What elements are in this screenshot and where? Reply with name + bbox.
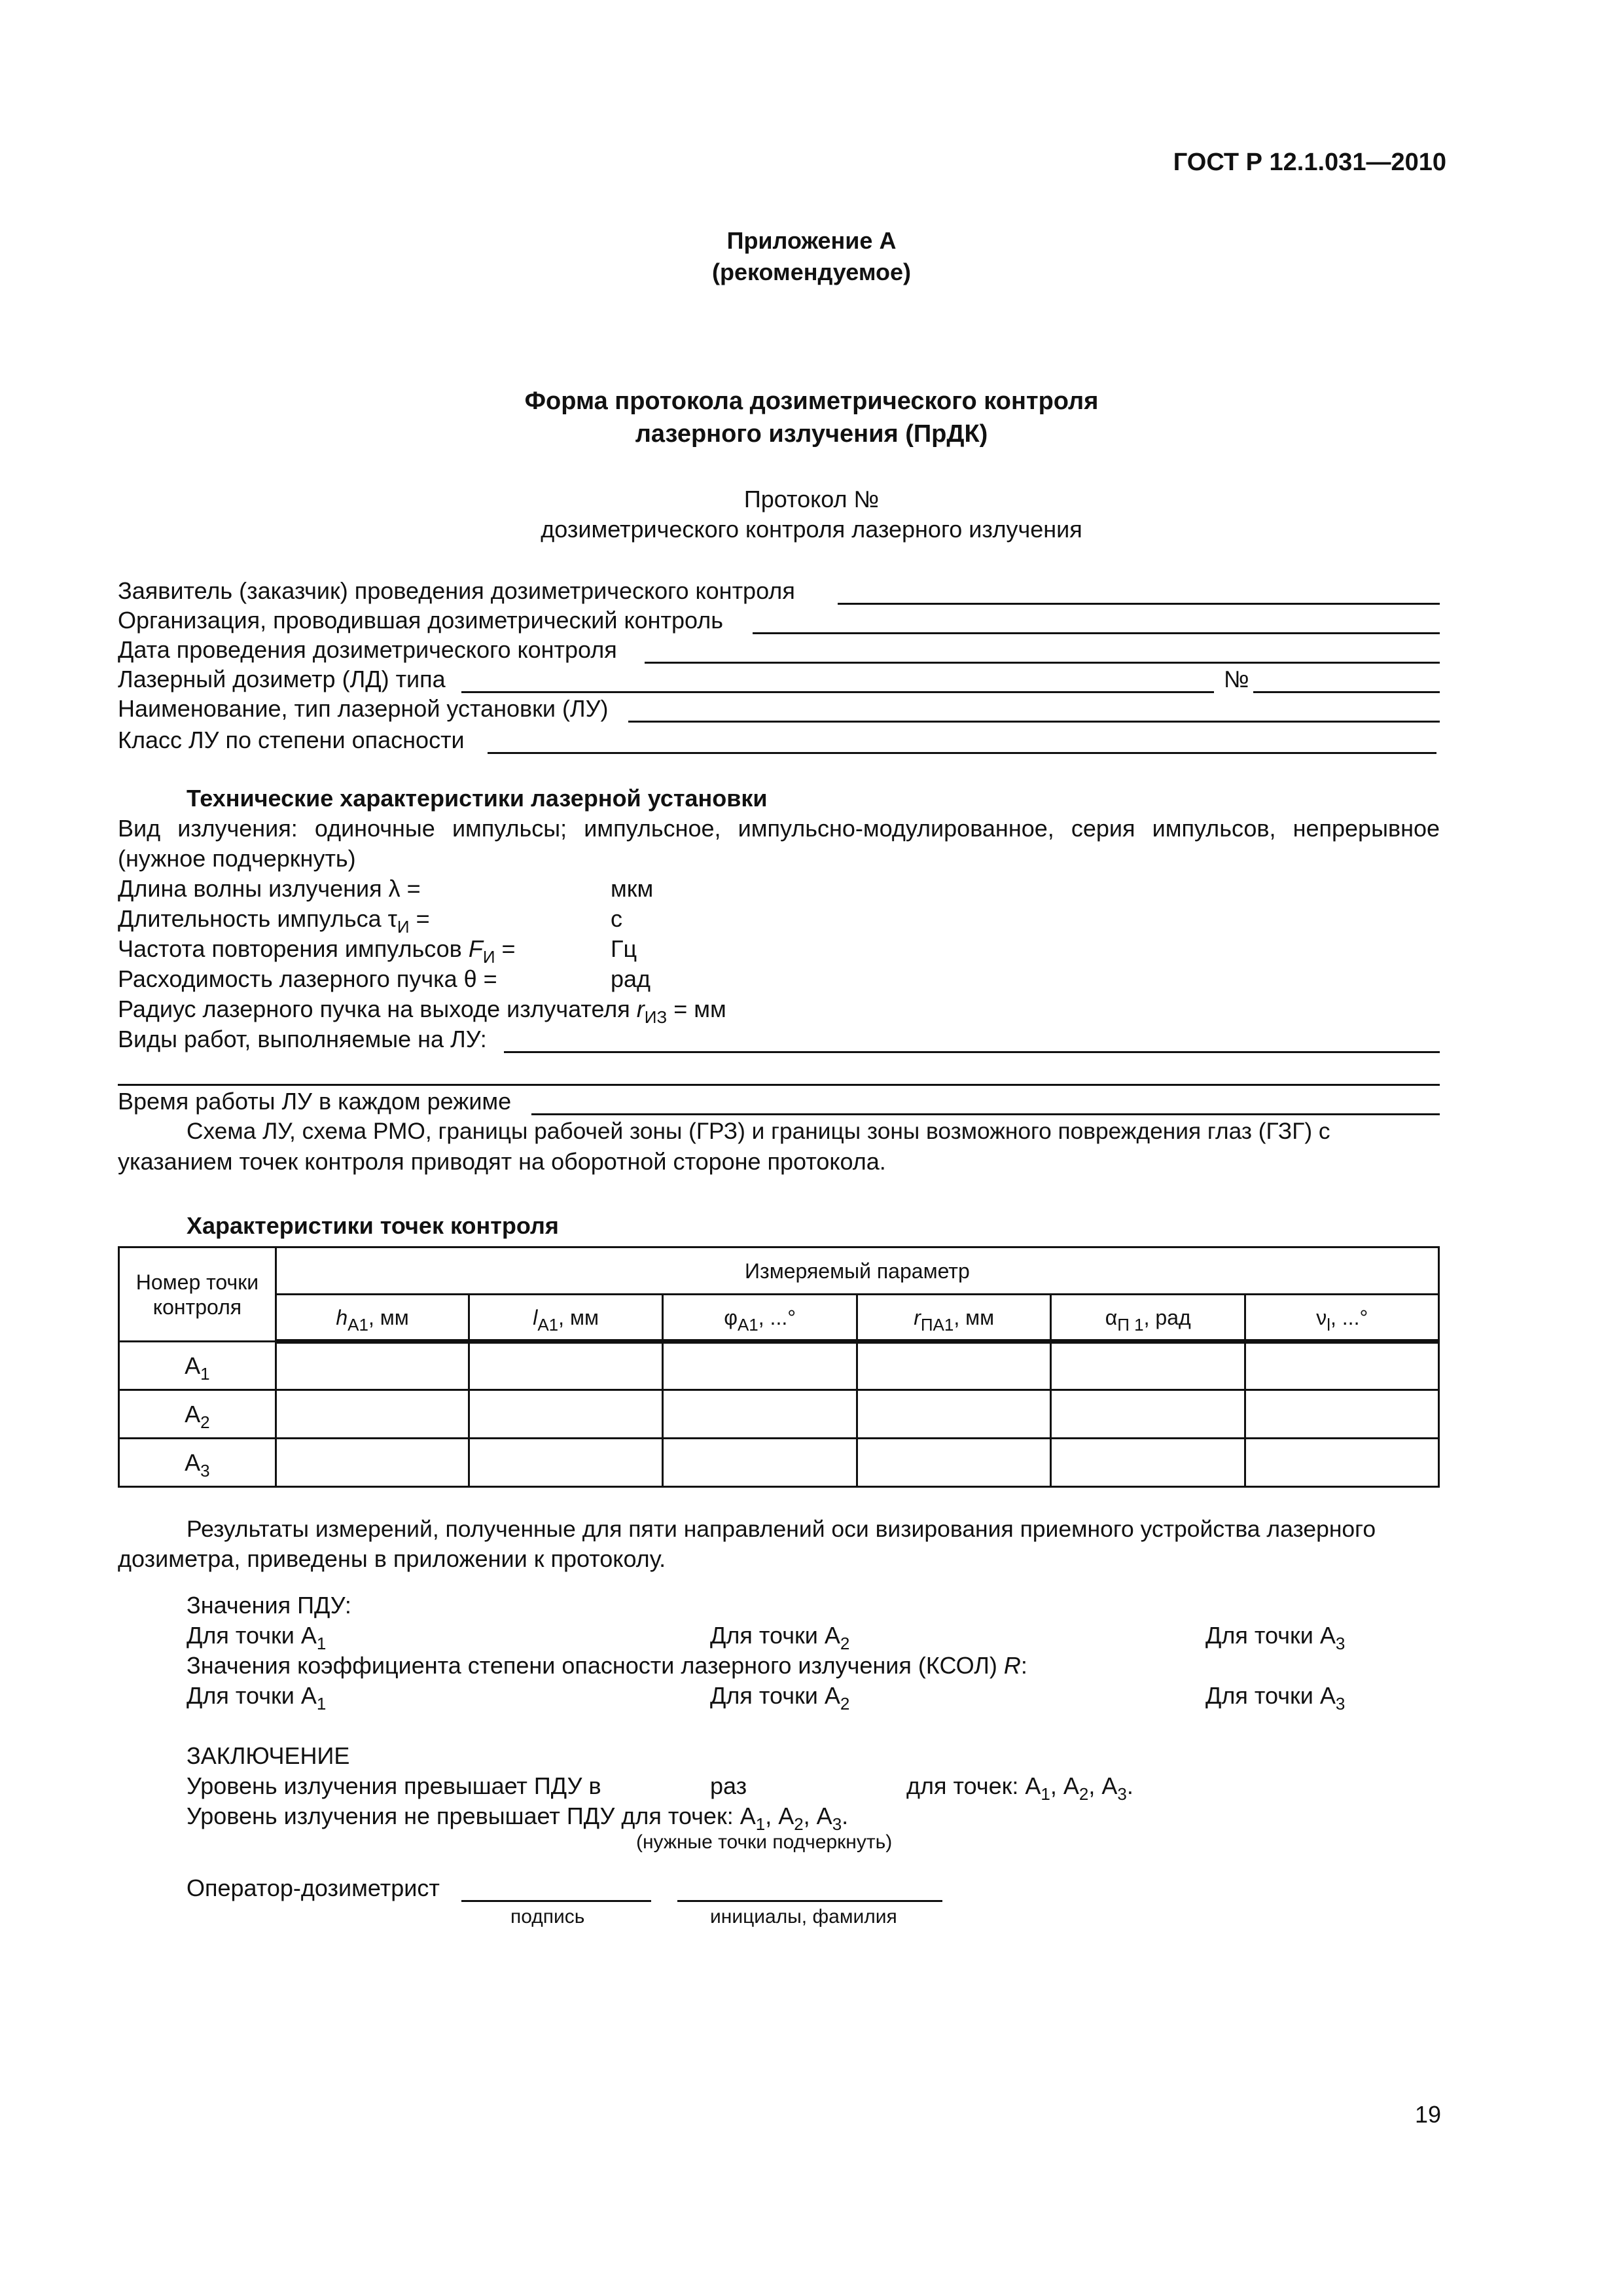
scheme-note-line2: указанием точек контроля приводят на оборотной стороне протокола. xyxy=(118,1148,886,1175)
signature-caption: подпись xyxy=(510,1906,585,1928)
table-cell[interactable] xyxy=(469,1342,663,1390)
tech-heading: Технические характеристики лазерной установки xyxy=(187,785,768,812)
points-heading: Характеристики точек контроля xyxy=(187,1212,559,1239)
dosimeter-type-field[interactable] xyxy=(461,691,1214,693)
form-title-line1: Форма протокола дозиметрического контроля xyxy=(524,387,1099,415)
protocol-subtitle: дозиметрического контроля лазерного излучения xyxy=(541,516,1082,543)
divergence-label: Расходимость лазерного пучка θ = xyxy=(118,965,497,992)
pdu-point-a2: Для точки $А_2$ xyxy=(710,1622,850,1653)
ksol-point-a1: Для точки $А_1$ xyxy=(187,1682,327,1713)
param-nu: $\nu_l$, ...° xyxy=(1245,1295,1439,1342)
appendix-note: (рекомендуемое) xyxy=(712,259,911,285)
emission-type-line1: Вид излучения: одиночные импульсы; импульсное, импульсно-модулированное, серия импульсов, непрерывное xyxy=(118,815,1440,842)
dosimeter-number-field[interactable] xyxy=(1253,691,1440,693)
table-cell[interactable] xyxy=(857,1390,1051,1439)
applicant-field[interactable] xyxy=(838,603,1440,605)
pulse-duration-label: Длительность импульса $\tau_И$ = xyxy=(118,905,430,937)
wavelength-label: Длина волны излучения λ = xyxy=(118,875,421,902)
table-cell[interactable] xyxy=(857,1439,1051,1487)
table-cell[interactable] xyxy=(1050,1342,1245,1390)
pdu-heading: Значения ПДУ: xyxy=(187,1592,351,1619)
pdu-point-a1: Для точки $А_1$ xyxy=(187,1622,327,1653)
pdu-point-a3: Для точки $А_3$ xyxy=(1205,1622,1346,1653)
table-cell[interactable] xyxy=(662,1390,857,1439)
table-row xyxy=(119,1439,1439,1487)
scheme-note-line1: Схема ЛУ, схема РМО, границы рабочей зоны (ГРЗ) и границы зоны возможного повреждения глаз (ГЗГ) с xyxy=(187,1119,1330,1144)
frequency-label: Частота повторения импульсов $F_И$ = xyxy=(118,935,516,967)
page-number: 19 xyxy=(1414,2101,1441,2128)
hazard-class-field[interactable] xyxy=(488,752,1436,754)
conclusion-heading: ЗАКЛЮЧЕНИЕ xyxy=(187,1742,350,1769)
table-cell[interactable] xyxy=(276,1390,469,1439)
results-line1: Результаты измерений, полученные для пяти направлений оси визирования приемного устройства лазерного xyxy=(187,1516,1376,1542)
table-cell[interactable] xyxy=(276,1342,469,1390)
installation-label: Наименование, тип лазерной установки (ЛУ) xyxy=(118,695,609,722)
date-field[interactable] xyxy=(645,662,1440,664)
appendix-title: Приложение А xyxy=(726,227,897,254)
table-cell[interactable] xyxy=(1050,1439,1245,1487)
organization-label: Организация, проводившая дозиметрический контроль xyxy=(118,607,723,634)
table-row xyxy=(119,1390,1439,1439)
point-label: $А_3$ xyxy=(119,1439,276,1487)
hazard-class-label: Класс ЛУ по степени опасности xyxy=(118,726,465,753)
wavelength-unit: мкм xyxy=(611,875,654,902)
standard-code: ГОСТ Р 12.1.031—2010 xyxy=(1173,149,1446,176)
table-cell[interactable] xyxy=(662,1342,857,1390)
work-types-label: Виды работ, выполняемые на ЛУ: xyxy=(118,1026,487,1052)
header-point-number: Номер точки контроля xyxy=(119,1247,276,1342)
divergence-unit: рад xyxy=(611,965,651,992)
protocol-number: Протокол № xyxy=(743,486,880,512)
work-time-field[interactable] xyxy=(531,1113,1440,1115)
times-label: раз xyxy=(710,1772,747,1799)
table-cell[interactable] xyxy=(276,1439,469,1487)
table-cell[interactable] xyxy=(662,1439,857,1487)
point-label: $А_2$ xyxy=(119,1390,276,1439)
table-cell[interactable] xyxy=(1245,1390,1439,1439)
table-cell[interactable] xyxy=(469,1439,663,1487)
work-time-label: Время работы ЛУ в каждом режиме xyxy=(118,1088,512,1115)
organization-field[interactable] xyxy=(753,632,1440,634)
date-label: Дата проведения дозиметрического контроля xyxy=(118,636,617,663)
header-measured-param: Измеряемый параметр xyxy=(276,1247,1438,1295)
work-types-field-2[interactable] xyxy=(118,1084,1440,1086)
dosimeter-label: Лазерный дозиметр (ЛД) типа xyxy=(118,666,446,692)
beam-radius-label: Радиус лазерного пучка на выходе излучателя $r_{ИЗ}$ = мм xyxy=(118,996,726,1027)
work-types-field[interactable] xyxy=(504,1051,1440,1053)
results-line2: дозиметра, приведены в приложении к протоколу. xyxy=(118,1545,666,1572)
applicant-label: Заявитель (заказчик) проведения дозиметрического контроля xyxy=(118,577,795,604)
emission-type-line2: (нужное подчеркнуть) xyxy=(118,845,356,872)
param-r: $r_{ПА1}$, мм xyxy=(857,1295,1051,1342)
name-caption: инициалы, фамилия xyxy=(710,1906,897,1928)
underline-note: (нужные точки подчеркнуть) xyxy=(636,1831,893,1853)
control-points-table xyxy=(118,1246,1440,1488)
exceeds-points: для точек: $А_1$, $А_2$, $А_3$. xyxy=(906,1772,1133,1804)
table-cell[interactable] xyxy=(1245,1342,1439,1390)
ksol-heading: Значения коэффициента степени опасности лазерного излучения (КСОЛ) R: xyxy=(187,1652,1027,1679)
installation-field[interactable] xyxy=(628,721,1440,723)
operator-label: Оператор-дозиметрист xyxy=(187,1874,440,1901)
param-h: $h_{А1}$, мм xyxy=(276,1295,469,1342)
not-exceeds-label: Уровень излучения не превышает ПДУ для точек: $А_1$, $А_2$, $А_3$. xyxy=(187,1803,849,1834)
frequency-unit: Гц xyxy=(611,935,637,962)
param-phi: $\varphi_{А1}$, ...° xyxy=(662,1295,857,1342)
param-l: $l_{А1}$, мм xyxy=(469,1295,663,1342)
table-cell[interactable] xyxy=(857,1342,1051,1390)
param-alpha: $\alpha_{П 1}$, рад xyxy=(1050,1295,1245,1342)
ksol-point-a3: Для точки $А_3$ xyxy=(1205,1682,1346,1713)
table-cell[interactable] xyxy=(1050,1390,1245,1439)
form-title-line2: лазерного излучения (ПрДК) xyxy=(635,420,988,448)
pulse-duration-unit: с xyxy=(611,905,622,932)
table-cell[interactable] xyxy=(469,1390,663,1439)
number-sign: № xyxy=(1224,666,1249,692)
exceeds-label: Уровень излучения превышает ПДУ в xyxy=(187,1772,601,1799)
table-row xyxy=(119,1342,1439,1390)
point-label: $А_1$ xyxy=(119,1342,276,1390)
ksol-point-a2: Для точки $А_2$ xyxy=(710,1682,850,1713)
table-cell[interactable] xyxy=(1245,1439,1439,1487)
